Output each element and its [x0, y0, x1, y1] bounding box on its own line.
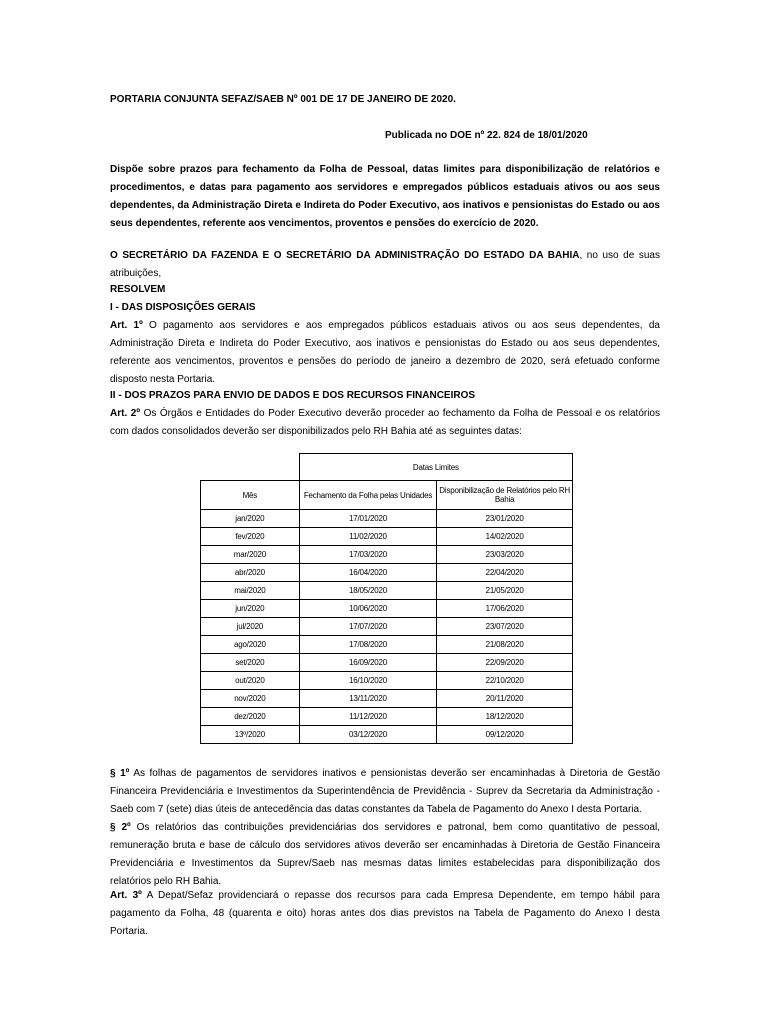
cell-closing: 17/01/2020 — [299, 510, 437, 528]
paragraph-1-text: As folhas de pagamentos de servidores inativos e pensionistas deverão ser encaminhadas à Diretoria de Gestão Financeira Previdenciária e Investimentos da Superintendência de Previdência - Suprev da Secretaria da Administração - Saeb com 7 (sete) dias úteis de antecedência das datas constantes da Tabela de Pagamento do Anexo I desta Portaria. — [110, 768, 661, 815]
cell-closing: 16/10/2020 — [299, 672, 437, 690]
cell-month: out/2020 — [201, 672, 300, 690]
document-summary: Dispõe sobre prazos para fechamento da Folha de Pessoal, datas limites para disponibilização de relatórios e procedimentos, e datas para pagamento aos servidores e empregados públicos estaduais ativos ou aos seus dependentes, da Administração Direta e Indireta do Poder Executivo, aos inativos e pensionistas do Estado ou aos seus dependentes, referente aos vencimentos, proventos e pensões do exercício de 2020. — [110, 164, 660, 229]
document-title: PORTARIA CONJUNTA SEFAZ/SAEB Nº 001 DE 17 DE JANEIRO DE 2020. — [110, 94, 456, 105]
cell-reports: 22/04/2020 — [437, 564, 573, 582]
cell-closing: 13/11/2020 — [299, 690, 437, 708]
header-month: Mês — [201, 481, 300, 510]
cell-month: dez/2020 — [201, 708, 300, 726]
cell-closing: 10/06/2020 — [299, 600, 437, 618]
header-reports: Disponibilização de Relatórios pelo RH Bahia — [437, 481, 573, 510]
preamble-authorities: O SECRETÁRIO DA FAZENDA E O SECRETÁRIO DA ADMINISTRAÇÃO DO ESTADO DA BAHIA — [110, 250, 580, 261]
table-row — [201, 726, 573, 744]
paragraph-1-label: § 1º — [110, 768, 130, 779]
cell-closing: 17/07/2020 — [299, 618, 437, 636]
cell-reports: 21/08/2020 — [437, 636, 573, 654]
article-1-text: O pagamento aos servidores e aos empregados públicos estaduais ativos ou aos seus dependentes, da Administração Direta e Indireta do Poder Executivo, aos inativos e pensionistas do Estado ou aos seus dependentes, referente aos vencimentos, proventos e pensões do período de janeiro a dezembro de 2020, será efetuado conforme disposto nesta Portaria. — [110, 320, 660, 385]
cell-month: ago/2020 — [201, 636, 300, 654]
cell-month: abr/2020 — [201, 564, 300, 582]
paragraph-2-label: § 2º — [110, 822, 131, 833]
cell-reports: 17/06/2020 — [437, 600, 573, 618]
cell-month: jul/2020 — [201, 618, 300, 636]
cell-reports: 22/09/2020 — [437, 654, 573, 672]
cell-month: set/2020 — [201, 654, 300, 672]
section-2-heading: II - DOS PRAZOS PARA ENVIO DE DADOS E DOS RECURSOS FINANCEIROS — [110, 390, 476, 401]
preamble-text: , no uso de suas atribuições, — [110, 250, 660, 279]
table-row — [201, 528, 573, 546]
paragraph-1 — [110, 765, 660, 819]
cell-reports: 21/05/2020 — [437, 582, 573, 600]
cell-reports: 23/03/2020 — [437, 546, 573, 564]
cell-reports: 20/11/2020 — [437, 690, 573, 708]
publication-note: Publicada no DOE nº 22. 824 de 18/01/2020 — [385, 130, 588, 141]
cell-reports: 22/10/2020 — [437, 672, 573, 690]
article-3-text: A Depat/Sefaz providenciará o repasse dos recursos para cada Empresa Dependente, em tempo hábil para pagamento da Folha, 48 (quarenta e oito) horas antes dos dias previstos na Tabela de Pagamento do Anexo I desta Portaria. — [110, 890, 660, 937]
cell-closing: 11/12/2020 — [299, 708, 437, 726]
cell-reports: 23/01/2020 — [437, 510, 573, 528]
table-row — [201, 582, 573, 600]
cell-reports: 14/02/2020 — [437, 528, 573, 546]
article-1-label: Art. 1º — [110, 320, 143, 331]
cell-reports: 18/12/2020 — [437, 708, 573, 726]
table-row — [201, 510, 573, 528]
paragraph-2 — [110, 819, 660, 891]
cell-closing: 11/02/2020 — [299, 528, 437, 546]
table-row — [201, 546, 573, 564]
cell-month: jun/2020 — [201, 600, 300, 618]
table-group-header: Datas Limites — [299, 454, 572, 481]
preamble-paragraph — [110, 247, 660, 283]
article-1 — [110, 317, 660, 389]
section-1-heading: I - DAS DISPOSIÇÕES GERAIS — [110, 302, 256, 313]
cell-reports: 23/07/2020 — [437, 618, 573, 636]
article-3-label: Art. 3º — [110, 890, 142, 901]
cell-month: fev/2020 — [201, 528, 300, 546]
cell-month: 13º/2020 — [201, 726, 300, 744]
deadlines-table — [200, 453, 573, 744]
table-row — [201, 654, 573, 672]
table-row — [201, 600, 573, 618]
cell-closing: 03/12/2020 — [299, 726, 437, 744]
table-empty-corner — [201, 454, 300, 481]
article-3 — [110, 887, 660, 941]
table-row — [201, 636, 573, 654]
cell-reports: 09/12/2020 — [437, 726, 573, 744]
cell-closing: 16/09/2020 — [299, 654, 437, 672]
table-row — [201, 690, 573, 708]
table-row — [201, 708, 573, 726]
table-row — [201, 618, 573, 636]
cell-month: nov/2020 — [201, 690, 300, 708]
article-2-text: Os Órgãos e Entidades do Poder Executivo deverão proceder ao fechamento da Folha de Pessoal e os relatórios com dados consolidados deverão ser disponibilizados pelo RH Bahia até as seguintes datas: — [110, 408, 660, 437]
cell-month: jan/2020 — [201, 510, 300, 528]
resolvem-heading: RESOLVEM — [110, 284, 166, 295]
cell-month: mai/2020 — [201, 582, 300, 600]
article-2-label: Art. 2º — [110, 408, 140, 419]
article-2 — [110, 405, 660, 441]
table-group-header-row — [201, 454, 573, 481]
cell-closing: 17/03/2020 — [299, 546, 437, 564]
table-row — [201, 672, 573, 690]
cell-closing: 17/08/2020 — [299, 636, 437, 654]
cell-closing: 16/04/2020 — [299, 564, 437, 582]
cell-month: mar/2020 — [201, 546, 300, 564]
header-closing: Fechamento da Folha pelas Unidades — [299, 481, 437, 510]
table-header-row — [201, 481, 573, 510]
paragraph-2-text: Os relatórios das contribuições previdenciárias dos servidores e patronal, bem como quantitativo de pessoal, remuneração bruta e base de cálculo dos servidores ativos deverão ser encaminhadas à Diretoria de Gestão Financeira Previdenciária e Investimentos da Suprev/Saeb nas mesmas datas limites estabelecidas para disponibilização dos relatórios pelo RH Bahia. — [110, 822, 660, 887]
cell-closing: 18/05/2020 — [299, 582, 437, 600]
table-row — [201, 564, 573, 582]
